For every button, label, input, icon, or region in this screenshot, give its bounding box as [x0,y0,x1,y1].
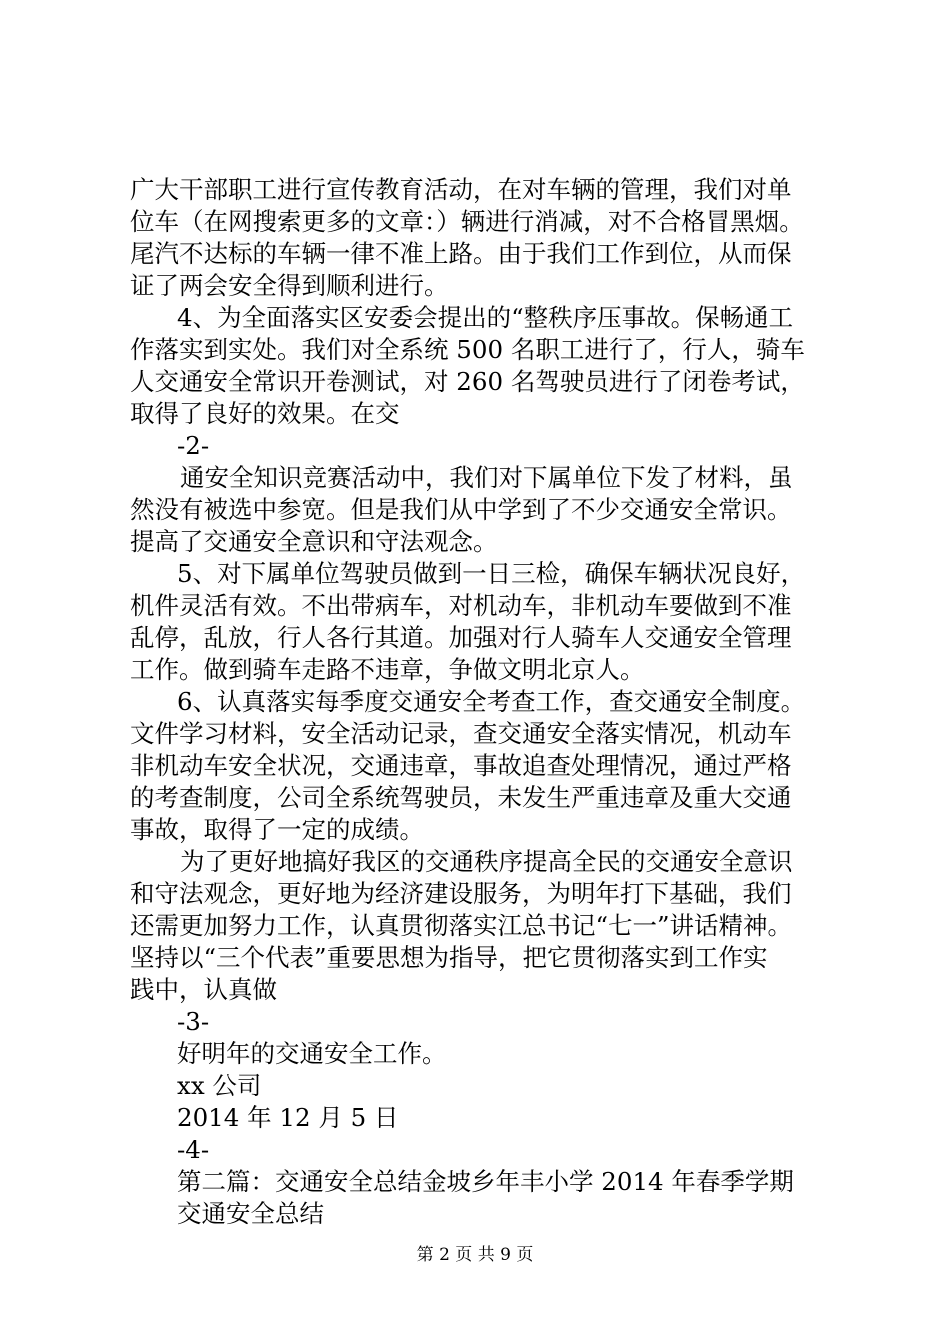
document-date: 2014 年 12 月 5 日 [177,1103,399,1132]
text-line: 尾汽不达标的车辆一律不准上路。由于我们工作到位，从而保 [130,239,792,268]
text-line: 人交通安全常识开卷测试，对 260 名驾驶员进行了闭卷考试， [130,367,805,396]
text-line: 事故，取得了一定的成绩。 [130,815,424,844]
text-line: 然没有被选中参宽。但是我们从中学到了不少交通安全常识。 [130,495,792,524]
text-line: 5、对下属单位驾驶员做到一日三检，确保车辆状况良好， [177,559,806,588]
text-line: 机件灵活有效。不出带病车，对机动车，非机动车要做到不准 [130,591,792,620]
text-line: 乱停，乱放，行人各行其道。加强对行人骑车人交通安全管理 [130,623,792,652]
text-line: 好明年的交通安全工作。 [177,1039,447,1068]
page-marker: -2- [177,431,210,460]
text-line: 4、为全面落实区安委会提出的“整秩序压事故。保畅通工 [177,303,794,332]
text-line: 通安全知识竞赛活动中，我们对下属单位下发了材料，虽 [180,463,793,492]
text-line: 践中，认真做 [130,975,277,1004]
text-line: 坚持以“三个代表”重要思想为指导，把它贯彻落实到工作实 [130,943,768,972]
text-line: 非机动车安全状况，交通违章，事故追查处理情况，通过严格 [130,751,792,780]
text-line: 6、认真落实每季度交通安全考查工作，查交通安全制度。 [177,687,806,716]
section-heading-continued: 交通安全总结 [177,1199,324,1228]
text-line: 提高了交通安全意识和守法观念。 [130,527,498,556]
text-line: 证了两会安全得到顺利进行。 [130,271,449,300]
page-marker: -4- [177,1135,210,1164]
company-name: xx 公司 [177,1071,262,1100]
text-line: 位车（在网搜索更多的文章：）辆进行消减，对不合格冒黑烟。 [130,207,804,236]
section-heading: 第二篇：交通安全总结金坡乡年丰小学 2014 年春季学期 [177,1167,794,1196]
text-line: 文件学习材料，安全活动记录，查交通安全落实情况，机动车 [130,719,792,748]
text-line: 作落实到实处。我们对全系统 500 名职工进行了，行人，骑车 [130,335,805,364]
page-footer: 第 2 页 共 9 页 [416,1245,534,1265]
page-marker: -3- [177,1007,210,1036]
text-line: 为了更好地搞好我区的交通秩序提高全民的交通安全意识 [180,847,793,876]
text-line: 的考查制度，公司全系统驾驶员，未发生严重违章及重大交通 [130,783,792,812]
text-line: 和守法观念，更好地为经济建设服务，为明年打下基础，我们 [130,879,792,908]
text-line: 广大干部职工进行宣传教育活动，在对车辆的管理，我们对单 [130,175,792,204]
text-line: 还需更加努力工作，认真贯彻落实江总书记“七一”讲话精神。 [130,911,793,940]
text-line: 取得了良好的效果。在交 [130,399,400,428]
text-line: 工作。做到骑车走路不违章，争做文明北京人。 [130,655,645,684]
